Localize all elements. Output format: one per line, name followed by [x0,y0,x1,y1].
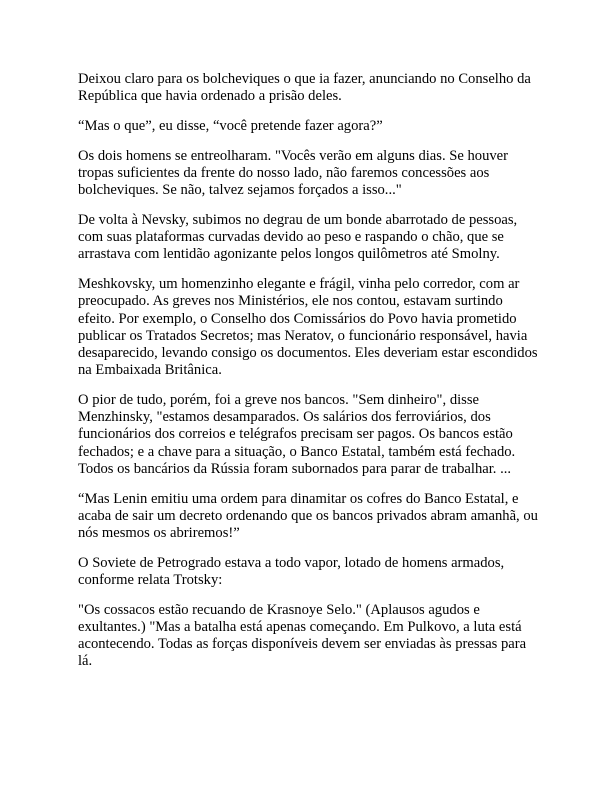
paragraph-8: O Soviete de Petrogrado estava a todo vapor, lotado de homens armados, conforme relata Trotsky: [78,554,505,589]
paragraph-9: "Os cossacos estão recuando de Krasnoye Selo." (Aplausos agudos e exultantes.) "Mas a batalha está apenas começando. Em Pulkovo, a luta está acontecendo. Todas as forças disponíveis devem ser enviadas às pressas para lá. [78,601,527,670]
paragraph-1: Deixou claro para os bolcheviques o que ia fazer, anunciando no Conselho da República que havia ordenado a prisão deles. [78,71,531,105]
paragraph-7: “Mas Lenin emitiu uma ordem para dinamitar os cofres do Banco Estatal, e acaba de sair um decreto ordenando que os bancos privados abram amanhã, ou nós mesmos os abriremos!” [78,490,538,542]
paragraph-5: Meshkovsky, um homenzinho elegante e frágil, vinha pelo corredor, com ar preocupado. As greves nos Ministérios, ele nos contou, estavam surtindo efeito. Por exemplo, o Conselho dos Comissários do Povo havia prometido publicar os Tratados Secretos; mas Neratov, o funcionário responsável, havia desaparecido, levando consigo os documentos. Eles deveriam estar escondidos na Embaixada Britânica. [78,276,538,379]
paragraph-6: O pior de tudo, porém, foi a greve nos bancos. "Sem dinheiro", disse Menzhinsky, "estamos desamparados. Os salários dos ferroviários, dos funcionários dos correios e telégrafos precisam ser pagos. Os bancos estão fechados; e a chave para a situação, o Banco Estatal, também está fechado. Todos os bancários da Rússia foram subornados para parar de trabalhar. ... [78,392,516,477]
paragraph-4: De volta à Nevsky, subimos no degrau de um bonde abarrotado de pessoas, com suas plataformas curvadas devido ao peso e raspando o chão, que se arrastava com lentidão agonizante pelos longos quilômetros até Smolny. [78,212,518,263]
paragraph-2: “Mas o que”, eu disse, “você pretende fazer agora?” [78,118,383,134]
paragraph-3: Os dois homens se entreolharam. "Vocês verão em alguns dias. Se houver tropas suficientes da frente do nosso lado, não faremos concessões aos bolcheviques. Se não, talvez sejamos forçados a isso..." [78,147,509,199]
document-body [78,71,540,683]
